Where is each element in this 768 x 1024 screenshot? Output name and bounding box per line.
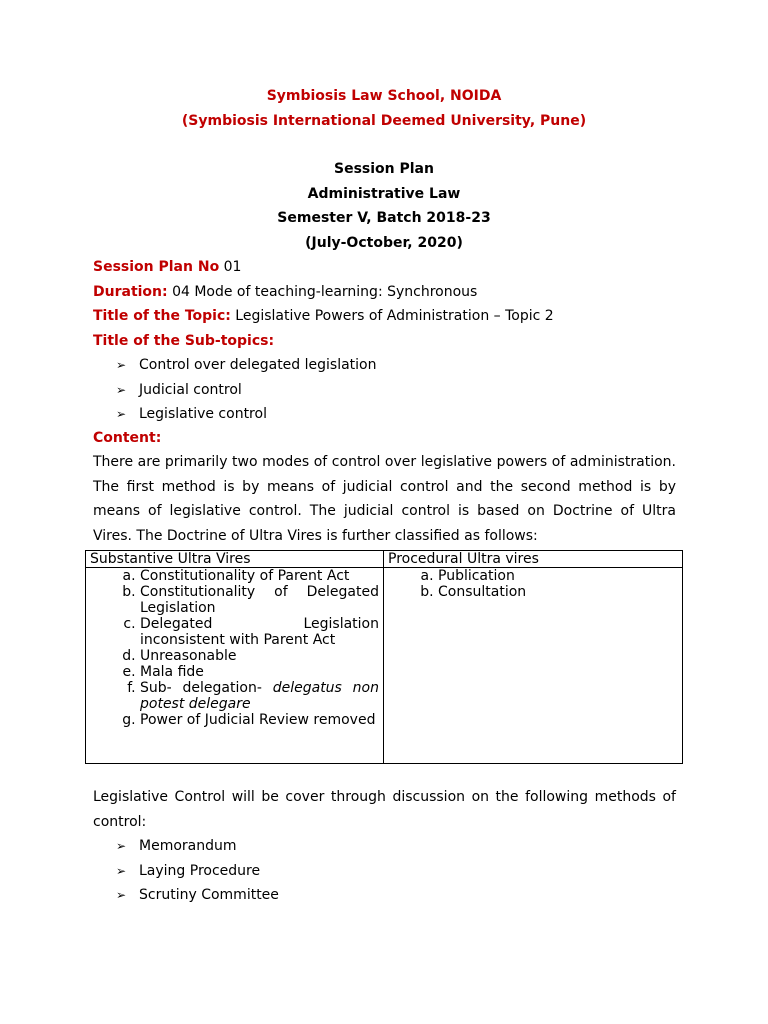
table-header-row bbox=[86, 551, 683, 568]
plan-label: Session Plan No bbox=[93, 259, 220, 275]
subtopic-text: Control over delegated legislation bbox=[139, 357, 377, 373]
substantive-header: Substantive Ultra Vires bbox=[86, 551, 384, 568]
topic-line bbox=[93, 306, 683, 326]
session-period: (July-October, 2020) bbox=[305, 235, 463, 251]
subtopic-item bbox=[116, 380, 242, 400]
duration-label: Duration: bbox=[93, 284, 168, 300]
duration-line bbox=[93, 282, 683, 302]
method-item bbox=[116, 885, 279, 905]
procedural-list bbox=[388, 568, 678, 600]
subtopics-label: Title of the Sub-topics: bbox=[93, 333, 275, 349]
school-name: Symbiosis Law School, NOIDA bbox=[266, 88, 502, 104]
subject-title: Administrative Law bbox=[307, 186, 461, 202]
method-item bbox=[116, 861, 260, 881]
university-name: (Symbiosis International Deemed University, Pune) bbox=[181, 113, 587, 129]
method-text: Laying Procedure bbox=[139, 863, 261, 879]
topic-value: Legislative Powers of Administration – Topic 2 bbox=[230, 308, 554, 324]
list-item: a. Publication bbox=[438, 568, 678, 584]
list-item: d. Unreasonable bbox=[140, 648, 379, 664]
procedural-cell bbox=[384, 568, 683, 764]
session-title: Session Plan bbox=[334, 161, 434, 177]
subdelegation-text: Sub- delegation- bbox=[140, 680, 262, 696]
list-item: b. Consultation bbox=[438, 584, 678, 600]
legislative-paragraph: Legislative Control will be cover through discussion on the following methods of control: bbox=[93, 789, 676, 830]
procedural-header: Procedural Ultra vires bbox=[384, 551, 683, 568]
list-item: g. Power of Judicial Review removed bbox=[140, 712, 379, 728]
arrowhead-bullet-icon: ➢ bbox=[116, 864, 127, 878]
list-item: c. Delegated Legislation inconsistent with Parent Act bbox=[140, 616, 379, 648]
method-text: Memorandum bbox=[139, 838, 237, 854]
list-item: a. Constitutionality of Parent Act bbox=[140, 568, 379, 584]
semester-batch: Semester V, Batch 2018-23 bbox=[277, 210, 491, 226]
content-paragraph: There are primarily two modes of control over legislative powers of administration. The first method is by means of judicial control and the second method is by means of legislative control. The judicial control is based on Doctrine of Ultra Vires. The Doctrine of Ultra Vires is further classified as follows: bbox=[93, 454, 676, 545]
arrowhead-bullet-icon: ➢ bbox=[116, 888, 127, 902]
latin-maxim: delegatus non potest delegare bbox=[140, 680, 379, 712]
subtopic-text: Judicial control bbox=[139, 382, 242, 398]
subtopic-text: Legislative control bbox=[139, 406, 267, 422]
substantive-cell bbox=[86, 568, 384, 764]
method-text: Scrutiny Committee bbox=[139, 887, 279, 903]
plan-value: 01 bbox=[219, 259, 242, 275]
arrowhead-bullet-icon: ➢ bbox=[116, 383, 127, 397]
subtopic-item bbox=[116, 404, 267, 424]
subtopic-item bbox=[116, 355, 377, 375]
arrowhead-bullet-icon: ➢ bbox=[116, 407, 127, 421]
session-plan-number bbox=[93, 257, 683, 277]
content-label: Content: bbox=[93, 430, 162, 446]
arrowhead-bullet-icon: ➢ bbox=[116, 358, 127, 372]
list-item: b. Constitutionality of Delegated Legislation bbox=[140, 584, 379, 616]
table-row bbox=[86, 568, 683, 764]
ultra-vires-table bbox=[85, 550, 683, 764]
list-item: e. Mala fide bbox=[140, 664, 379, 680]
topic-label: Title of the Topic: bbox=[93, 308, 231, 324]
duration-value: 04 Mode of teaching-learning: Synchronous bbox=[167, 284, 478, 300]
substantive-list bbox=[90, 568, 379, 728]
list-item bbox=[140, 680, 379, 712]
method-item bbox=[116, 836, 237, 856]
arrowhead-bullet-icon: ➢ bbox=[116, 839, 127, 853]
